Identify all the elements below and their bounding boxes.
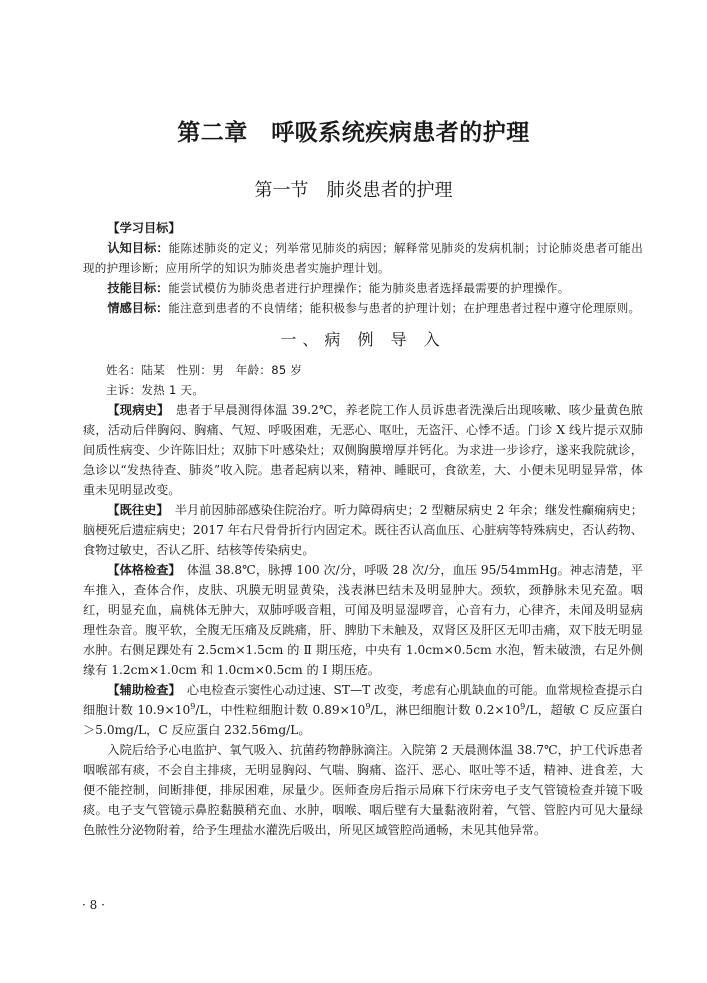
aux-exam-label: 【辅助检查】 bbox=[107, 683, 175, 697]
objective-text: 能尝试模仿为肺炎患者进行护理操作；能为肺炎患者选择最需要的护理操作。 bbox=[168, 281, 570, 295]
aux-exam-text: 心电检查示窦性心动过速、ST—T 改变，考虑有心肌缺血的可能。血常规检查提示白细胞计数 10.9×10 bbox=[83, 683, 644, 717]
objective-label: 技能目标： bbox=[107, 281, 169, 295]
objective-affective bbox=[83, 298, 643, 318]
aux-exam-text: /L，超敏 C 反应蛋白＞5.0mg/L，C 反应蛋白 232.56mg/L。 bbox=[83, 703, 643, 737]
objective-label: 认知目标： bbox=[107, 241, 169, 255]
chief-complaint: 主诉：发热 1 天。 bbox=[106, 383, 205, 397]
objective-skill bbox=[83, 278, 643, 298]
physical-exam-text: 体温 38.8℃，脉搏 100 次/分，呼吸 28 次/分，血压 95/54mmHg。神志清楚，平车推入，查体合作，皮肤、巩膜无明显黄染，浅表淋巴结未及明显肿大。颈软，颈静脉未见充盈。咽红，明显充血，扁桃体无肿大，双肺呼吸音粗，可闻及明显湿啰音，心音有力，心律齐，未闻及明显病理性杂音。腹平软，全腹无压痛及反跳痛，肝、脾肋下未触及，双肾区及肝区无叩击痛，双下肢无明显水肿。右侧足踝处有 2.5cm×1.5cm 的 Ⅱ 期压疮，中央有 1.0cm×0.5cm 水泡，暂未破溃，右足外侧缘有 1.2cm×1.0cm 和 1.0cm×0.5cm 的 Ⅰ 期压疮。 bbox=[83, 563, 643, 677]
objectives-heading: 【学习目标】 bbox=[107, 221, 181, 235]
physical-exam bbox=[83, 560, 643, 680]
part-heading: 一、病 例 导 入 bbox=[280, 330, 446, 349]
superscript: 9 bbox=[520, 701, 526, 711]
section-title: 第一节 肺炎患者的护理 bbox=[254, 180, 453, 201]
superscript: 9 bbox=[365, 701, 371, 711]
objective-text: 能陈述肺炎的定义；列举常见肺炎的病因；解释常见肺炎的发病机制；讨论肺炎患者可能出现的护理诊断；应用所学的知识为肺炎患者实施护理计划。 bbox=[83, 241, 644, 275]
patient-info: 姓名：陆某 性别：男 年龄：85 岁 bbox=[106, 363, 303, 377]
chapter-title: 第二章 呼吸系统疾病患者的护理 bbox=[177, 120, 530, 146]
objective-cognitive bbox=[83, 238, 643, 278]
physical-exam-label: 【体格检查】 bbox=[107, 563, 175, 577]
history-past-text: 半月前因肺部感染住院治疗。听力障碍病史；2 型糖尿病史 2 年余；继发性癫痫病史；脑梗死后遗症病史；2017 年右尺骨骨折行内固定术。既往否认高血压、心脏病等特殊病史，否认药物、食物过敏史，否认乙肝、结核等传染病史。 bbox=[83, 503, 643, 557]
history-present bbox=[83, 400, 643, 500]
page-number: · 8 · bbox=[82, 898, 105, 912]
body-text bbox=[83, 218, 643, 840]
history-past bbox=[83, 500, 643, 560]
aux-exam bbox=[83, 680, 643, 740]
hospital-course: 入院后给予心电监护、氧气吸入、抗菌药物静脉滴注。入院第 2 天晨测体温 38.7℃，护工代诉患者咽喉部有痰，不会自主排痰，无明显胸闷、气喘、胸痛、盗汗、恶心、呕吐等不适，精神、进食差，大便不能控制，间断排便，排尿困难，尿量少。医师查房后指示局麻下行床旁电子支气管镜检查并镜下吸痰。电子支气管镜示鼻腔黏膜稍充血、水肿，咽喉、咽后壁有大量黏液附着，气管、管腔内可见大量绿色脓性分泌物附着，给予生理盐水灌洗后吸出，所见区域管腔尚通畅，未见其他异常。 bbox=[83, 743, 643, 837]
aux-exam-text: /L，中性粒细胞计数 0.89×10 bbox=[195, 703, 366, 717]
aux-exam-text: /L，淋巴细胞计数 0.2×10 bbox=[370, 703, 521, 717]
history-present-label: 【现病史】 bbox=[107, 403, 164, 417]
superscript: 9 bbox=[190, 701, 196, 711]
objective-text: 能注意到患者的不良情绪；能积极参与患者的护理计划；在护理患者过程中遵守伦理原则。 bbox=[168, 301, 641, 315]
objective-label: 情感目标： bbox=[107, 301, 169, 315]
history-past-label: 【既往史】 bbox=[107, 503, 163, 517]
history-present-text: 患者于早晨测得体温 39.2℃，养老院工作人员诉患者洗澡后出现咳嗽、咳少量黄色脓痰，活动后伴胸闷、胸痛、气短、呼吸困难，无恶心、呕吐，无盗汗、心悸不适。门诊 X 线片提示双肺间质性病变、少许陈旧灶；双肺下叶感染灶；双侧胸膜增厚并钙化。为求进一步诊疗，遂来我院就诊，急诊以“发热待查、肺炎”收入院。患者起病以来，精神、睡眠可，食欲差，大、小便未见明显异常，体重未见明显改变。 bbox=[83, 403, 643, 497]
